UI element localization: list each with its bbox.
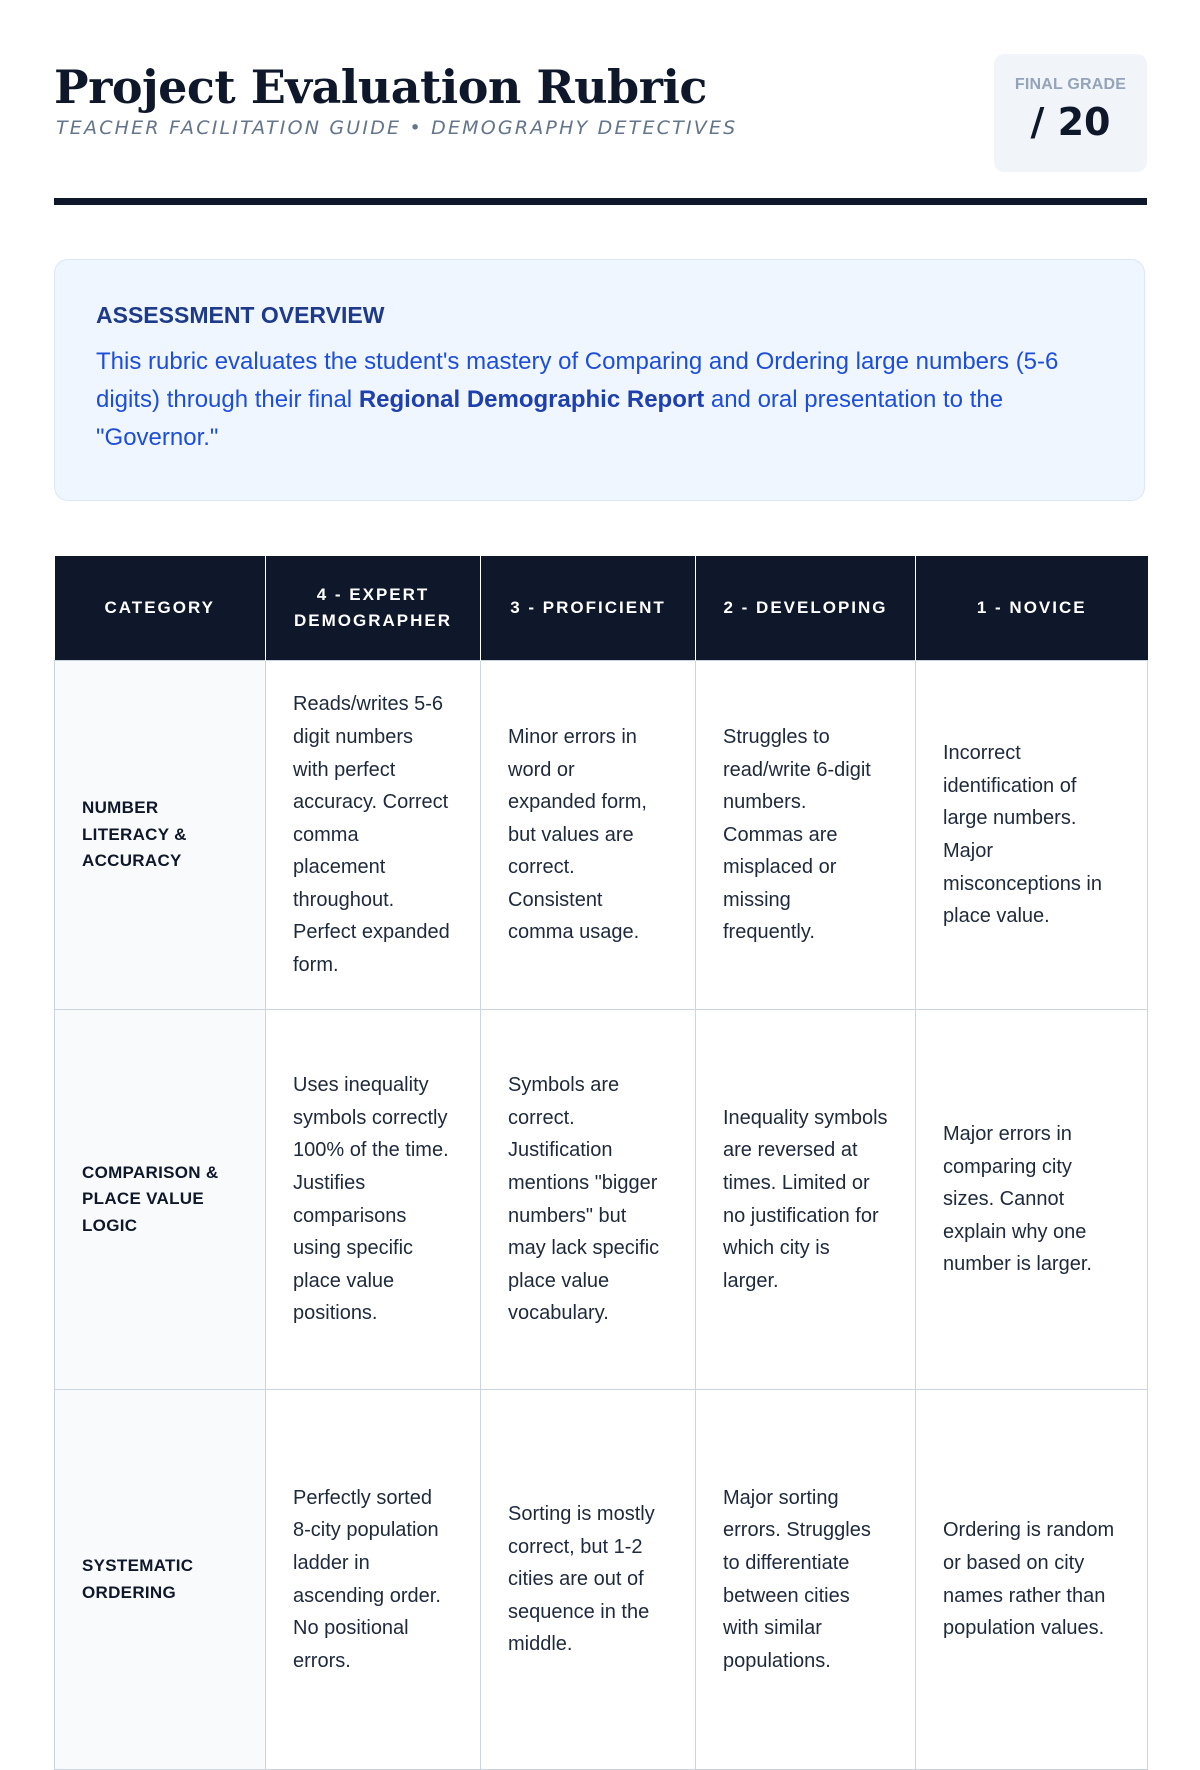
rubric-cell-developing: Struggles to read/write 6-digit numbers. Commas are misplaced or missing frequently. (696, 661, 916, 1010)
final-grade-value: / 20 (1030, 100, 1111, 144)
table-row (55, 661, 1148, 1010)
rubric-cell-expert: Perfectly sorted 8-city population ladder in ascending order. No positional errors. (266, 1390, 481, 1770)
overview-text-bold: Regional Demographic Report (358, 386, 705, 413)
page-title: Project Evaluation Rubric (54, 60, 707, 114)
rubric-table (54, 556, 1148, 1770)
overview-text-start: This rubric evaluates the student's mastery of Comparing and Ordering large numbers (5-6 digits) through their final (96, 348, 1059, 413)
assessment-overview-card (54, 259, 1145, 501)
final-grade-box (994, 54, 1147, 172)
rubric-cell-proficient: Minor errors in word or expanded form, but values are correct. Consistent comma usage. (481, 661, 696, 1010)
header-expert: 4 - EXPERT DEMOGRAPHER (266, 556, 481, 661)
rubric-cell-proficient: Sorting is mostly correct, but 1-2 cities are out of sequence in the middle. (481, 1390, 696, 1770)
rubric-cell-expert: Uses inequality symbols correctly 100% of the time. Justifies comparisons using specific place value positions. (266, 1010, 481, 1390)
rubric-cell-proficient: Symbols are correct. Justification mentions "bigger numbers" but may lack specific place value vocabulary. (481, 1010, 696, 1390)
rubric-cell-novice: Incorrect identification of large numbers. Major misconceptions in place value. (916, 661, 1148, 1010)
header-divider (54, 198, 1147, 205)
rubric-cell-developing: Inequality symbols are reversed at times. Limited or no justification for which city is larger. (696, 1010, 916, 1390)
header-developing: 2 - DEVELOPING (696, 556, 916, 661)
table-row (55, 1390, 1148, 1770)
page-subtitle: TEACHER FACILITATION GUIDE • DEMOGRAPHY DETECTIVES (56, 117, 738, 139)
final-grade-label: FINAL GRADE (1014, 76, 1127, 93)
category-cell: SYSTEMATIC ORDERING (55, 1390, 266, 1770)
rubric-cell-expert: Reads/writes 5-6 digit numbers with perfect accuracy. Correct comma placement throughout. Perfect expanded form. (266, 661, 481, 1010)
rubric-cell-developing: Major sorting errors. Struggles to differentiate between cities with similar populations. (696, 1390, 916, 1770)
table-row (55, 1010, 1148, 1390)
category-cell: COMPARISON & PLACE VALUE LOGIC (55, 1010, 266, 1390)
overview-title: ASSESSMENT OVERVIEW (96, 302, 385, 328)
rubric-header-row (55, 556, 1148, 661)
header-category: CATEGORY (55, 556, 266, 661)
category-cell: NUMBER LITERACY & ACCURACY (55, 661, 266, 1010)
header-proficient: 3 - PROFICIENT (481, 556, 696, 661)
overview-text (96, 343, 1104, 457)
overview-text-end: and oral presentation to the "Governor." (96, 386, 1004, 451)
page-header (54, 54, 1147, 172)
header-novice: 1 - NOVICE (916, 556, 1148, 661)
rubric-cell-novice: Major errors in comparing city sizes. Cannot explain why one number is larger. (916, 1010, 1148, 1390)
rubric-cell-novice: Ordering is random or based on city names rather than population values. (916, 1390, 1148, 1770)
